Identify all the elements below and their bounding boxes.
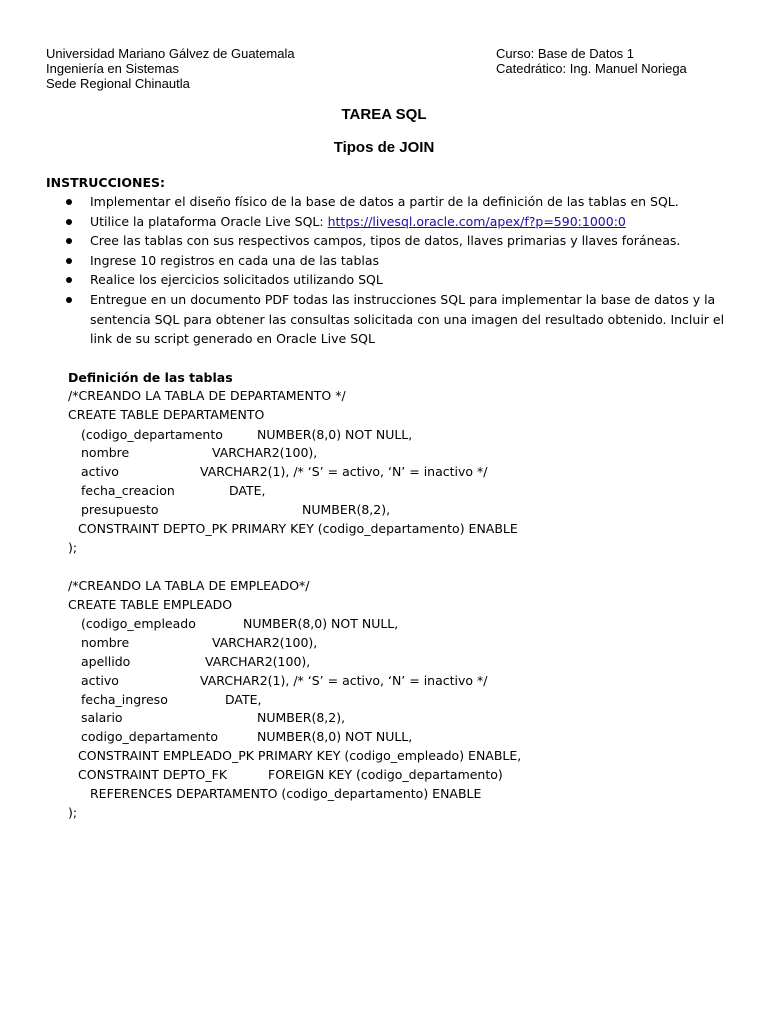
instructor-name: Catedrático: Ing. Manuel Noriega xyxy=(496,61,687,76)
sql-column-name: apellido xyxy=(81,654,131,669)
page-title: TAREA SQL xyxy=(341,106,427,123)
sql-column-name: nombre xyxy=(81,445,130,460)
instruction-item: Entregue en un documento PDF todas las instrucciones SQL para implementar la base de datos y la xyxy=(90,292,716,307)
sql-column-name: (codigo_empleado xyxy=(81,616,196,631)
sql-column-name: nombre xyxy=(81,635,130,650)
campus-name: Sede Regional Chinautla xyxy=(46,76,190,91)
bullet-icon xyxy=(66,277,72,283)
sql-column-name: activo xyxy=(81,464,119,479)
oracle-live-sql-link[interactable]: https://livesql.oracle.com/apex/f?p=590:1000:0 xyxy=(327,214,626,229)
sql-column-name: presupuesto xyxy=(81,502,159,517)
sql-end: ); xyxy=(68,540,78,555)
sql-comment: /*CREANDO LA TABLA DE EMPLEADO*/ xyxy=(68,578,310,593)
instruction-item-continued: link de su script generado en Oracle Live SQL xyxy=(90,331,375,346)
sql-end: ); xyxy=(68,805,78,820)
sql-column-type: VARCHAR2(100), xyxy=(212,635,318,650)
sql-column-type: VARCHAR2(1), /* ‘S’ = activo, ‘N’ = inactivo */ xyxy=(200,673,488,688)
bullet-icon xyxy=(66,199,72,205)
sql-column-type: NUMBER(8,2), xyxy=(257,710,346,725)
course-name: Curso: Base de Datos 1 xyxy=(496,46,635,61)
sql-column-type: NUMBER(8,0) NOT NULL, xyxy=(257,729,413,744)
sql-column-type: NUMBER(8,0) NOT NULL, xyxy=(243,616,399,631)
sql-references: REFERENCES DEPARTAMENTO (codigo_departamento) ENABLE xyxy=(90,786,482,801)
instructions-heading: INSTRUCCIONES: xyxy=(46,175,166,190)
bullet-icon xyxy=(66,219,72,225)
sql-column-type: DATE, xyxy=(225,692,262,707)
sql-column-name: fecha_creacion xyxy=(81,483,175,498)
faculty-name: Ingeniería en Sistemas xyxy=(46,61,179,76)
instruction-item xyxy=(90,212,626,231)
sql-column-name: codigo_departamento xyxy=(81,729,219,744)
bullet-icon xyxy=(66,258,72,264)
sql-column-type: VARCHAR2(100), xyxy=(212,445,318,460)
instruction-item: Realice los ejercicios solicitados utilizando SQL xyxy=(90,272,383,287)
instruction-item: Ingrese 10 registros en cada una de las tablas xyxy=(90,253,380,268)
page-subtitle: Tipos de JOIN xyxy=(333,139,435,156)
instruction-item: Implementar el diseño físico de la base de datos a partir de la definición de las tablas en SQL. xyxy=(90,194,679,209)
sql-constraint: CONSTRAINT DEPTO_FK xyxy=(78,767,228,782)
sql-constraint-def: FOREIGN KEY (codigo_departamento) xyxy=(268,767,503,782)
sql-column-type: DATE, xyxy=(229,483,266,498)
instruction-item-continued: sentencia SQL para obtener las consultas solicitada con una imagen del resultado obtenido. Incluir el xyxy=(90,312,725,327)
sql-column-type: NUMBER(8,2), xyxy=(302,502,391,517)
bullet-icon xyxy=(66,297,72,303)
sql-column-type: NUMBER(8,0) NOT NULL, xyxy=(257,427,413,442)
instruction-text: Utilice la plataforma Oracle Live SQL: xyxy=(90,214,328,229)
sql-comment: /*CREANDO LA TABLA DE DEPARTAMENTO */ xyxy=(68,388,346,403)
sql-create-statement: CREATE TABLE EMPLEADO xyxy=(68,597,233,612)
sql-column-name: (codigo_departamento xyxy=(81,427,223,442)
sql-column-name: salario xyxy=(81,710,123,725)
sql-create-statement: CREATE TABLE DEPARTAMENTO xyxy=(68,407,265,422)
sql-column-type: VARCHAR2(100), xyxy=(205,654,311,669)
definitions-heading: Definición de las tablas xyxy=(68,370,233,385)
sql-column-type: VARCHAR2(1), /* ‘S’ = activo, ‘N’ = inactivo */ xyxy=(200,464,488,479)
instruction-item: Cree las tablas con sus respectivos campos, tipos de datos, llaves primarias y llaves foráneas. xyxy=(90,233,681,248)
bullet-icon xyxy=(66,238,72,244)
sql-column-name: activo xyxy=(81,673,119,688)
sql-constraint: CONSTRAINT DEPTO_PK PRIMARY KEY (codigo_departamento) ENABLE xyxy=(78,521,518,536)
sql-constraint: CONSTRAINT EMPLEADO_PK PRIMARY KEY (codigo_empleado) ENABLE, xyxy=(78,748,522,763)
university-name: Universidad Mariano Gálvez de Guatemala xyxy=(46,46,295,61)
sql-column-name: fecha_ingreso xyxy=(81,692,168,707)
